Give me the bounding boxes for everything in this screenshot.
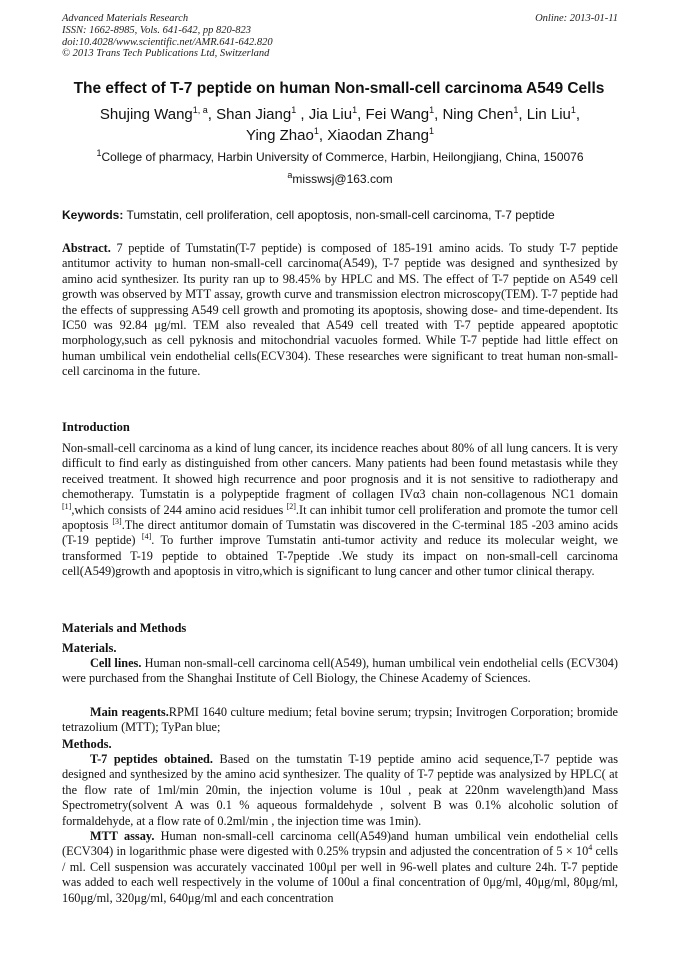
abstract-label: Abstract. — [62, 241, 111, 255]
citation[interactable]: [3] — [112, 516, 122, 526]
author-email — [62, 172, 618, 186]
journal-doi: doi:10.4028/www.scientific.net/AMR.641-642.820 — [62, 36, 273, 48]
journal-name: Advanced Materials Research — [62, 13, 189, 24]
cell-lines-label: Cell lines. — [90, 656, 142, 670]
author-sup: 1 — [428, 126, 434, 136]
author-sup: 1 — [513, 105, 519, 115]
paper-title: The effect of T-7 peptide on human Non-small-cell carcinoma A549 Cells — [73, 80, 605, 97]
author-sup: 1 — [570, 105, 576, 115]
citation[interactable]: [2] — [286, 501, 296, 511]
author-name: Ning Chen — [442, 106, 514, 123]
author-sep: , — [575, 106, 581, 123]
affiliation-text: College of pharmacy, Harbin University of Commerce, Harbin, Heilongjiang, China, 150076 — [101, 150, 584, 164]
cell-lines-text: Human non-small-cell carcinoma cell(A549), human umbilical vein endothelial cells (ECV304) were purchased from the Shanghai Institute of Cell Biology, the Chinese Academy of Sciences. — [62, 656, 618, 686]
introduction-heading: Introduction — [62, 420, 130, 434]
author-sep: , — [296, 106, 309, 123]
email-sup: a — [287, 170, 293, 180]
reagents-paragraph — [62, 705, 618, 736]
author-name: Shan Jiang — [216, 106, 292, 123]
keywords-text: Tumstatin, cell proliferation, cell apoptosis, non-small-cell carcinoma, T-7 peptide — [126, 208, 555, 222]
author-name: Ying Zhao — [246, 127, 314, 144]
abstract — [62, 241, 618, 380]
mtt-label: MTT assay. — [90, 829, 155, 843]
introduction-paragraph — [62, 441, 618, 580]
t7-label: T-7 peptides obtained. — [90, 752, 213, 766]
t7-paragraph — [62, 752, 618, 829]
author-name: Jia Liu — [308, 106, 353, 123]
journal-copyright: © 2013 Trans Tech Publications Ltd, Switzerland — [62, 48, 270, 60]
citation[interactable]: [1] — [62, 501, 72, 511]
abstract-text: 7 peptide of Tumstatin(T-7 peptide) is composed of 185-191 amino acids. To study T-7 peptide antitumor activity to human non-small-cell carcinoma(A549), T-7 peptide was designed and synthesized by amino acid synthesizer. Its purity ran up to 98.45% by HPLC and MS. The effect of T-7 peptide on A549 cell growth was observed by MTT assay, growth curve and transmission electron microscopy(TEM). T-7 peptide had the effects of suppressing A549 cell growth and promoting its apoptosis, showing dose- and time-dependent. Its IC50 was 92.84 μg/ml. TEM also revealed that A549 cell treated with T-7 peptide appeared apoptotic morphology,such as cell pyknosis and mitochondrial vacuoles formed. While T-7 peptide had little effect on human umbilical vein endothelial cells(ECV304). These researches were significant to treat human non-small-cell carcinoma in the future. — [62, 241, 619, 379]
exponent: 4 — [588, 843, 593, 853]
affiliation — [62, 150, 618, 164]
author-sep: , — [518, 106, 527, 123]
materials-methods-heading: Materials and Methods — [62, 621, 187, 635]
author-sep: , — [207, 106, 217, 123]
keywords-label: Keywords: — [62, 208, 124, 222]
author-name: Fei Wang — [365, 106, 430, 123]
intro-text: .The direct antitumor domain of Tumstatin was discovered in the C-terminal 185 -203 amino acids (T-19 peptide) — [62, 518, 618, 548]
author-sup: 1 — [291, 105, 297, 115]
journal-header — [62, 13, 618, 60]
methods-heading: Methods. — [62, 737, 112, 751]
mtt-paragraph — [62, 829, 618, 906]
author-sup: 1 — [429, 105, 435, 115]
author-list — [62, 104, 618, 146]
mtt-text: cells / ml. Cell suspension was accurately vaccinated 100μl per well in 96-well plates and culture 24h. T-7 peptide was added to each well respectively in the volume of 100ul a final concentration of 0μg/ml, 40μg/ml, 80μg/ml, 160μg/ml, 320μg/ml, 640μg/ml and each concentration — [62, 844, 619, 905]
intro-text: ,which consists of 244 amino acid residues — [71, 502, 287, 517]
citation[interactable]: [4] — [141, 532, 152, 542]
keywords — [62, 208, 618, 222]
author-sep: , — [318, 127, 328, 144]
intro-text: .It can inhibit tumor cell proliferation and promote the tumor cell apoptosis — [62, 502, 618, 533]
reagents-text: RPMI 1640 culture medium; fetal bovine serum; trypsin; Invitrogen Corporation; bromide tetrazolium (MTT); TyPan blue; — [62, 705, 618, 735]
t7-text: Based on the tumstatin T-19 peptide amino acid sequence,T-7 peptide was designed and synthesized by the amino acid synthesizer. The quality of T-7 peptide was analysized by HPLC( at the flow rate of 1ml/min 20min, the injection volume is 10ul , peak at 220nm wavelength)and Mass Spectrometry(solvent A was 0.1 % aqueous formaldehyde , solvent B was 0.1% alcoholic solution of formaldehyde, at a flow rate of 0.2ml/min , the injection time was 1min). — [62, 752, 618, 828]
author-sup: 1, a — [192, 105, 208, 115]
author-sup: 1 — [313, 126, 319, 136]
mtt-text: Human non-small-cell carcinoma cell(A549)and human umbilical vein endothelial cells (ECV304) in logarithmic phase were digested with 0.25% trypsin and adjusted the concentration of 5 × 10 — [62, 829, 618, 859]
affiliation-sup: 1 — [96, 148, 102, 158]
author-sup: 1 — [352, 105, 358, 115]
intro-text: . To further improve Tumstatin anti-tumor activity and reduce its molecular weight, we transformed T-19 peptide to obtained T-7peptide .We study its impact on non-small-cell carcinoma cell(A549)growth and apoptosis in vitro,which is significant to lung cancer and other tumor clinical therapy. — [62, 533, 618, 579]
author-name: Shujing Wang — [99, 106, 193, 123]
author-sep: , — [434, 106, 443, 123]
author-sep: , — [357, 106, 366, 123]
intro-text: Non-small-cell carcinoma as a kind of lung cancer, its incidence reaches about 80% of all lung cancers. It is very difficult to find early as distinguished from other cancers. Many patients had been found metastasis while they received treatment. It showed high recurrence and poor prognosis and it is not sensitive to radiotherapy and chemotherapy. Tumstatin is a polypeptide fragment of collagen IVα3 chain non-collagenous NC1 domain — [62, 441, 618, 502]
author-name: Xiaodan Zhang — [327, 127, 429, 144]
reagents-label: Main reagents. — [90, 705, 169, 719]
materials-heading: Materials. — [62, 641, 117, 655]
journal-issn: ISSN: 1662-8985, Vols. 641-642, pp 820-823 — [62, 24, 251, 36]
email-link[interactable]: misswsj@163.com — [292, 172, 393, 186]
author-name: Lin Liu — [526, 106, 571, 123]
online-date: Online: 2013-01-11 — [535, 13, 618, 24]
cell-lines-paragraph — [62, 656, 618, 687]
